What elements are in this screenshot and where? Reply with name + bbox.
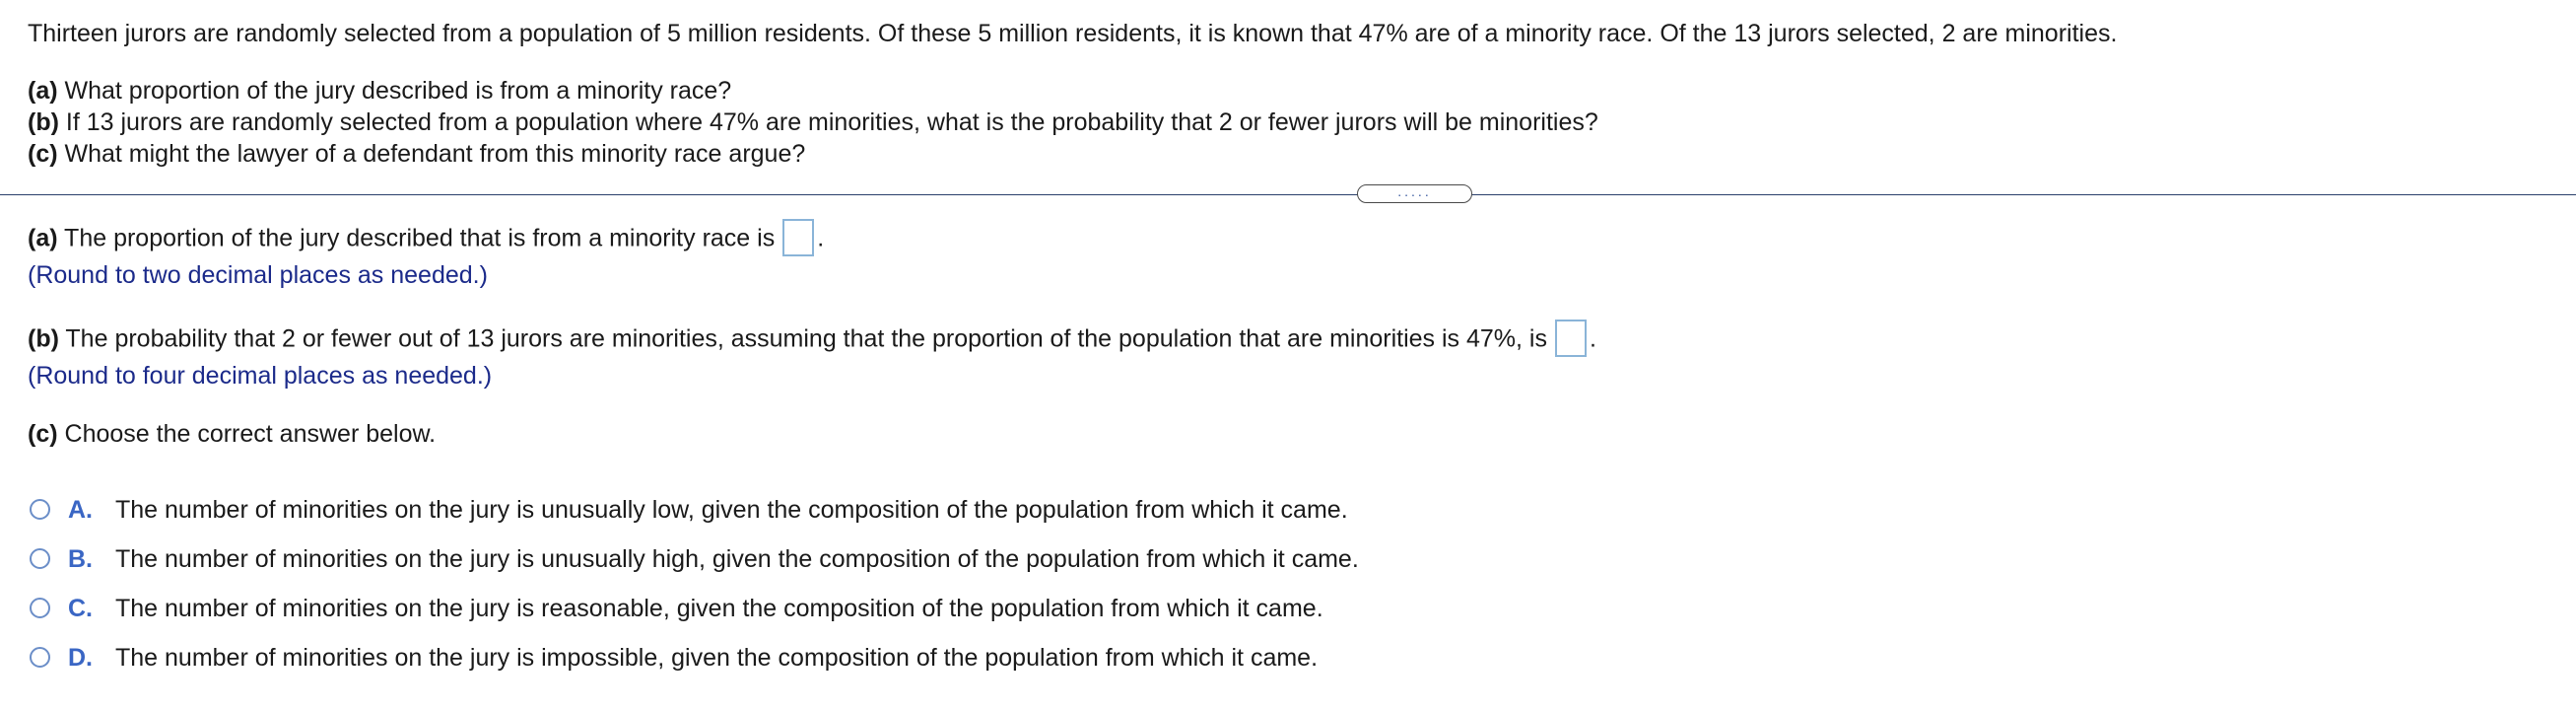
answer-b-input[interactable] — [1555, 320, 1587, 357]
answer-a-period: . — [817, 224, 825, 252]
option-a-letter: A. — [68, 496, 93, 524]
answer-a-hint: (Round to two decimal places as needed.) — [28, 261, 488, 289]
answer-a-text: The proportion of the jury described that is from a minority race is — [57, 224, 776, 252]
option-d[interactable] — [30, 642, 1318, 674]
question-part-c — [28, 138, 805, 170]
radio-b[interactable] — [30, 548, 50, 569]
expand-toggle-button[interactable]: ..... — [1357, 184, 1472, 203]
option-a-text: The number of minorities on the jury is unusually low, given the composition of the population from which it came. — [115, 496, 1348, 524]
answer-c-text: Choose the correct answer below. — [57, 420, 437, 448]
option-b-text: The number of minorities on the jury is unusually high, given the composition of the population from which it came. — [115, 545, 1359, 573]
option-d-text: The number of minorities on the jury is impossible, given the composition of the population from which it came. — [115, 644, 1319, 672]
answer-b-text: The probability that 2 or fewer out of 13 jurors are minorities, assuming that the proportion of the population that are minorities is 47%, is — [58, 324, 1547, 353]
part-b-text: If 13 jurors are randomly selected from a population where 47% are minorities, what is the probability that 2 or fewer jurors will be minorities? — [58, 108, 1598, 136]
part-c-tag: (c) — [28, 140, 58, 168]
part-a-text: What proportion of the jury described is from a minority race? — [57, 77, 732, 105]
answer-a-row — [28, 221, 824, 258]
option-a[interactable] — [30, 494, 1348, 526]
option-b-letter: B. — [68, 545, 93, 573]
part-a-tag: (a) — [28, 77, 58, 105]
option-b[interactable] — [30, 543, 1359, 575]
option-c[interactable] — [30, 593, 1323, 624]
part-c-text: What might the lawyer of a defendant from this minority race argue? — [57, 140, 806, 168]
radio-c[interactable] — [30, 598, 50, 618]
option-c-letter: C. — [68, 595, 93, 622]
answer-b-tag: (b) — [28, 324, 59, 353]
option-d-letter: D. — [68, 644, 93, 672]
question-part-a — [28, 75, 731, 107]
radio-a[interactable] — [30, 499, 50, 520]
answer-c-tag: (c) — [28, 420, 58, 448]
answer-c-row — [28, 418, 436, 450]
question-part-b — [28, 107, 1598, 138]
answer-b-hint: (Round to four decimal places as needed.) — [28, 362, 493, 390]
answer-a-tag: (a) — [28, 224, 58, 252]
option-c-text: The number of minorities on the jury is reasonable, given the composition of the population from which it came. — [115, 595, 1323, 622]
part-b-tag: (b) — [28, 108, 59, 136]
answer-b-row — [28, 321, 1596, 359]
answer-a-input[interactable] — [782, 219, 814, 256]
section-divider — [0, 194, 2576, 195]
radio-d[interactable] — [30, 647, 50, 668]
answer-b-period: . — [1589, 324, 1596, 353]
question-intro: Thirteen jurors are randomly selected from a population of 5 million residents. Of these 5 million residents, it is known that 47% are of a minority race. Of the 13 jurors selected, 2 are minorities. — [28, 20, 2118, 47]
